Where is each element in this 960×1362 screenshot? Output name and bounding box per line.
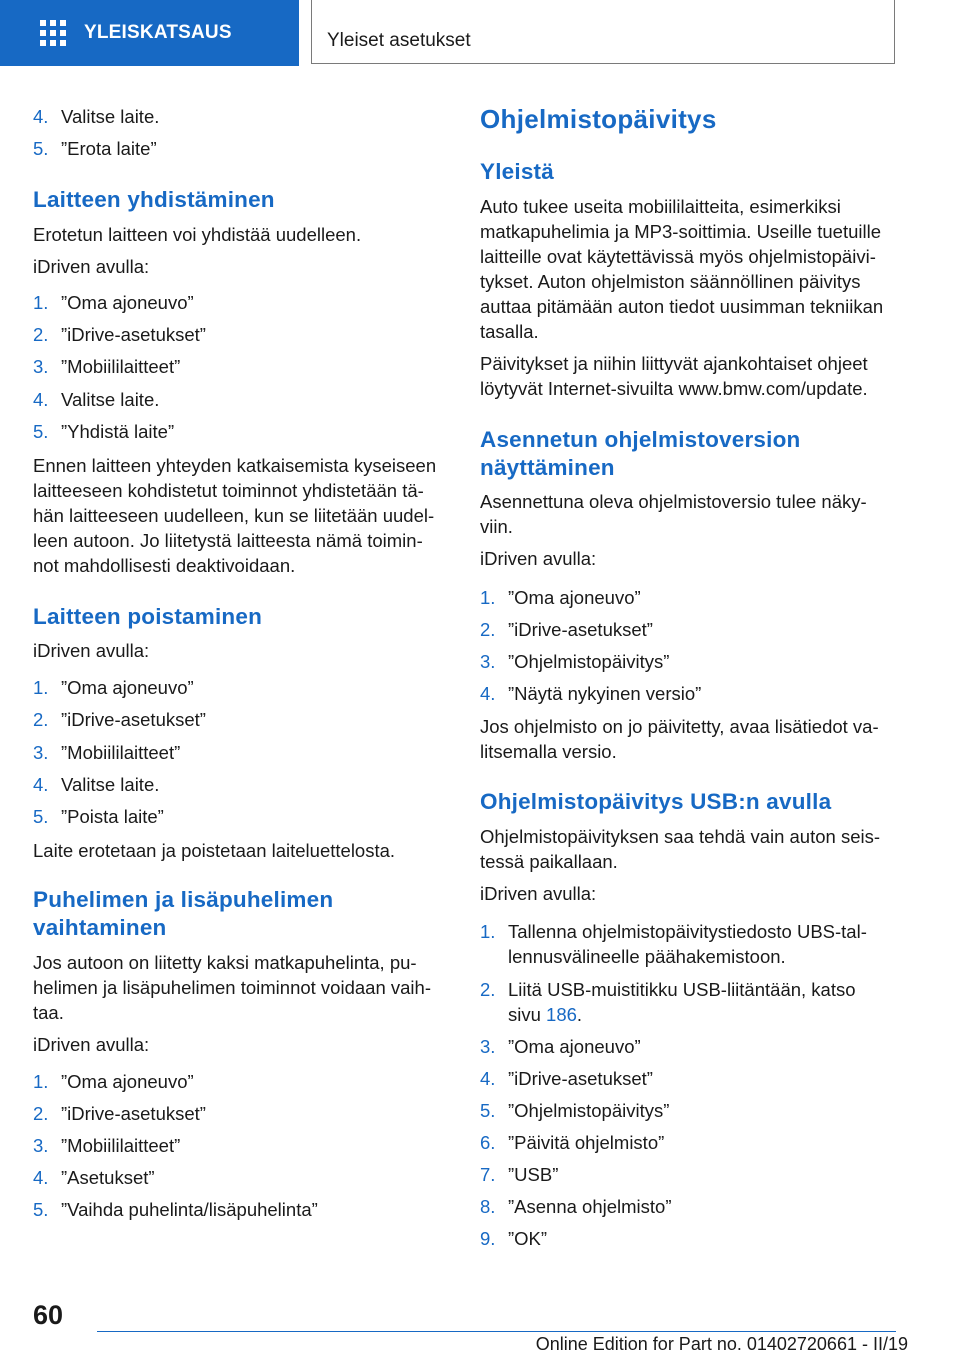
list-text: ”Oma ajoneuvo” [61,1071,194,1092]
list-text: ”Oma ajoneuvo” [61,677,194,698]
list-number: 3. [33,742,49,763]
section-heading-line: Puhelimen ja lisäpuhelimen [33,887,334,912]
list-item [33,804,448,829]
list-item [33,707,448,732]
section-heading: Ohjelmistopäivitys USB:n avulla [480,789,832,814]
paragraph: iDriven avulla: [480,548,597,569]
list-number: 2. [33,324,49,345]
list-text-line: Tallenna ohjelmistopäivitystiedosto UBS-tal- [508,921,867,942]
list-number: 1. [33,292,49,313]
list-text: ”iDrive-asetukset” [61,709,206,730]
paragraph-line: Jos autoon on liitetty kaksi matkapuhelinta, pu- [33,952,417,973]
list-text [508,919,898,969]
list-text: ”iDrive-asetukset” [508,619,653,640]
list-number: 7. [480,1164,496,1185]
list-number: 2. [33,1103,49,1124]
list-number: 5. [33,806,49,827]
list-item [33,675,448,700]
list-number: 1. [480,921,496,942]
list-item [33,322,448,347]
list-item [33,104,448,129]
paragraph-line: Päivitykset ja niihin liittyvät ajankohtaiset ohjeet [480,353,868,374]
list-text: ”Mobiililaitteet” [61,742,181,763]
paragraph-line: Ohjelmistopäivityksen saa tehdä vain auton seis- [480,826,881,847]
list-item [33,387,448,412]
list-text: ”Oma ajoneuvo” [508,587,641,608]
list-number: 1. [480,587,496,608]
page-link[interactable]: 186 [546,1004,577,1025]
list-text: ”Ohjelmistopäivitys” [508,651,670,672]
paragraph: iDriven avulla: [33,256,150,277]
list-text [508,977,898,1027]
paragraph-line: tessä paikallaan. [480,851,618,872]
paragraph-line: matkapuhelimia ja MP3-soittimia. Useille tuetuille [480,221,881,242]
list-text-line: Liitä USB-muistitikku USB-liitäntään, katso [508,979,856,1000]
list-item [33,740,448,765]
list-text: ”iDrive-asetukset” [61,324,206,345]
list-number: 4. [33,1167,49,1188]
list-item [33,772,448,797]
section-heading: Laitteen poistaminen [33,604,263,629]
paragraph: iDriven avulla: [480,883,597,904]
paragraph-line: leen autoon. Jo liitetystä laitteesta nämä toimin- [33,530,423,551]
list-item [480,681,898,706]
paragraph-line: taa. [33,1002,64,1023]
footer-rule [97,1331,896,1332]
section-heading-line: Asennetun ohjelmistoversion [480,427,801,452]
list-text: ”Näytä nykyinen versio” [508,683,702,704]
list-number: 4. [33,774,49,795]
list-item [33,1101,448,1126]
list-number: 2. [33,709,49,730]
list-text-line-prefix: sivu [508,1004,547,1025]
list-item [480,1066,898,1091]
section-heading-line: vaihtaminen [33,915,167,940]
section-heading-line: näyttäminen [480,455,615,480]
paragraph-line: viin. [480,516,513,537]
list-text: ”Mobiililaitteet” [61,1135,181,1156]
paragraph-line: auttaa pitämään auton tiedot uusimman tekniikan [480,296,884,317]
list-text-line: lennusvälineelle päähakemistoon. [508,946,786,967]
paragraph-line: litsemalla versio. [480,741,617,762]
list-text: ”Ohjelmistopäivitys” [508,1100,670,1121]
grid-menu-icon [40,20,68,46]
section-tab-label: YLEISKATSAUS [84,22,232,43]
list-number: 3. [33,356,49,377]
list-item [33,1133,448,1158]
footer-edition: Online Edition for Part no. 01402720661 - II/19 [535,1334,908,1354]
paragraph: Erotetun laitteen voi yhdistää uudelleen. [33,224,362,245]
section-tab[interactable] [0,0,299,66]
list-item [33,1197,448,1222]
list-text: Valitse laite. [61,106,160,127]
list-item [480,919,898,969]
chapter-title: Yleiset asetukset [327,30,471,51]
list-item [480,585,898,610]
list-number: 5. [33,138,49,159]
list-text: ”Oma ajoneuvo” [508,1036,641,1057]
paragraph-line: laitteeseen kohdistetut toiminnot yhdistetään tä- [33,480,424,501]
list-number: 6. [480,1132,496,1153]
paragraph-line: Asennettuna oleva ohjelmistoversio tulee näky- [480,491,867,512]
list-number: 4. [33,389,49,410]
paragraph-line: hän laitteeseen uudelleen, kun se liitetään uudel- [33,505,435,526]
list-item [33,1069,448,1094]
paragraph: iDriven avulla: [33,640,150,661]
list-item [33,290,448,315]
section-heading: Yleistä [480,159,554,184]
list-text: ”iDrive-asetukset” [61,1103,206,1124]
page-title: Ohjelmistopäivitys [480,104,717,134]
paragraph-line: Auto tukee useita mobiililaitteita, esimerkiksi [480,196,841,217]
list-text: ”Päivitä ohjelmisto” [508,1132,665,1153]
list-text: ”iDrive-asetukset” [508,1068,653,1089]
paragraph-line: tykset. Auton ohjelmiston säännöllinen päivitys [480,271,861,292]
list-number: 4. [33,106,49,127]
list-number: 2. [480,619,496,640]
list-item [33,354,448,379]
list-text: ”Erota laite” [61,138,157,159]
list-number: 1. [33,677,49,698]
list-text: ”Oma ajoneuvo” [61,292,194,313]
list-item [480,649,898,674]
paragraph-line: laitteille ovat käytettävissä myös ohjelmistopäivi- [480,246,876,267]
list-number: 4. [480,1068,496,1089]
paragraph-line: helimen ja lisäpuhelimen toiminnot voidaan vaih- [33,977,431,998]
list-item [33,1165,448,1190]
chapter-header [311,0,895,64]
list-item [480,617,898,642]
list-number: 9. [480,1228,496,1249]
list-item [480,1098,898,1123]
list-item [33,419,448,444]
list-number: 3. [33,1135,49,1156]
section-heading: Laitteen yhdistäminen [33,187,275,212]
paragraph-line: löytyvät Internet-sivuilta www.bmw.com/update. [480,378,868,399]
list-number: 1. [33,1071,49,1092]
list-number: 2. [480,979,496,1000]
paragraph-line: Jos ohjelmisto on jo päivitetty, avaa lisätiedot va- [480,716,879,737]
list-text: ”Asetukset” [61,1167,155,1188]
list-text: ”Asenna ohjelmisto” [508,1196,672,1217]
list-text: ”USB” [508,1164,559,1185]
list-number: 8. [480,1196,496,1217]
paragraph: Laite erotetaan ja poistetaan laiteluettelosta. [33,840,396,861]
list-text: ”Vaihda puhelinta/lisäpuhelinta” [61,1199,318,1220]
list-text: Valitse laite. [61,389,160,410]
paragraph: iDriven avulla: [33,1034,150,1055]
list-item [480,1162,898,1187]
list-item [480,1130,898,1155]
paragraph-line: tasalla. [480,321,539,342]
list-number: 3. [480,1036,496,1057]
list-item [480,1194,898,1219]
list-number: 5. [33,1199,49,1220]
list-item [480,1034,898,1059]
paragraph-line: not mahdollisesti deaktivoidaan. [33,555,296,576]
list-item [480,977,898,1027]
list-text-line-suffix: . [576,1004,583,1025]
list-text: ”Yhdistä laite” [61,421,175,442]
list-number: 3. [480,651,496,672]
list-item [33,136,448,161]
list-text: ”OK” [508,1228,548,1249]
paragraph-line: Ennen laitteen yhteyden katkaisemista kyseiseen [33,455,437,476]
list-text: ”Mobiililaitteet” [61,356,181,377]
list-number: 5. [33,421,49,442]
list-text: ”Poista laite” [61,806,164,827]
list-number: 5. [480,1100,496,1121]
page-number: 60 [33,1300,64,1330]
list-item [480,1226,898,1251]
list-text: Valitse laite. [61,774,160,795]
list-number: 4. [480,683,496,704]
